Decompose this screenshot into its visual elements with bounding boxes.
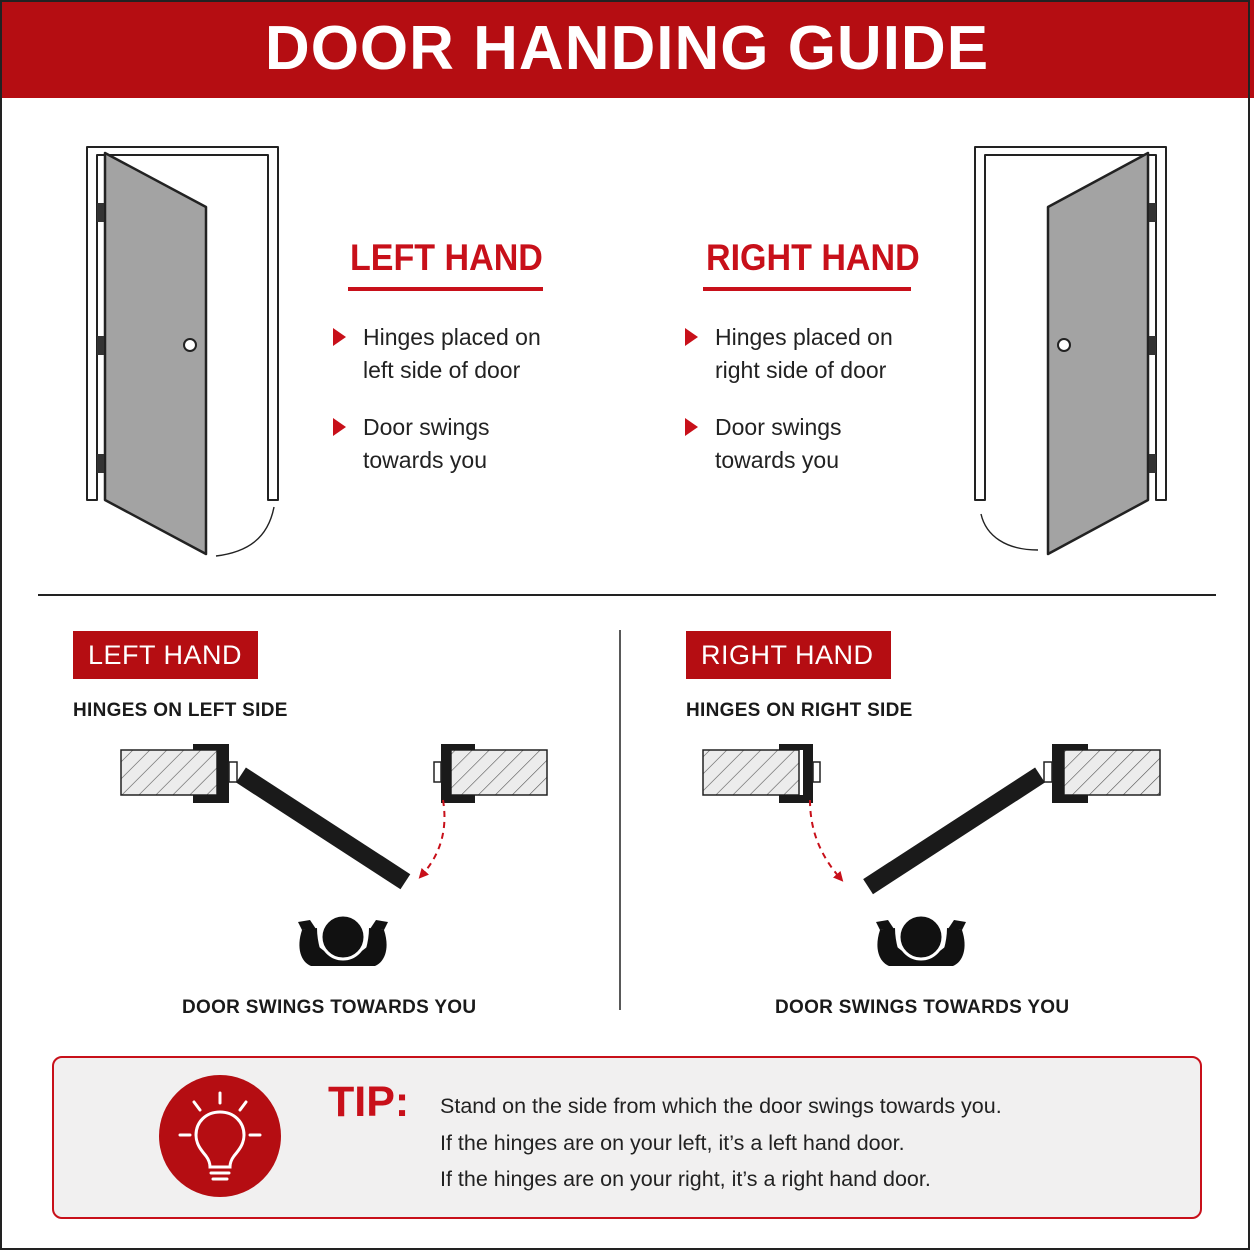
hinge-icon [1044,762,1052,782]
bullet-line: Hinges placed on [715,324,893,350]
hinge-icon [97,336,104,355]
left-hand-subhead: HINGES ON LEFT SIDE [73,700,288,721]
bullet-arrow-icon [333,418,346,436]
swing-arrow [810,800,840,878]
bullet-arrow-icon [685,328,698,346]
right-hand-bullet [715,321,893,387]
bullet-line: Hinges placed on [363,324,541,350]
bullet-arrow-icon [333,328,346,346]
tip-line: If the hinges are on your left, it’s a left hand door. [440,1131,905,1155]
left-hand-tag: LEFT HAND [73,631,258,679]
left-hand-door-illustration [87,147,278,556]
hinge-icon [97,454,104,473]
bullet-line: towards you [363,447,488,473]
page-title: DOOR HANDING GUIDE [264,14,990,83]
strike-icon [813,762,820,782]
door-panel [863,767,1045,894]
right-hand-door-illustration [975,147,1166,554]
left-hand-heading: LEFT HAND [350,237,543,278]
bullet-line: towards you [715,447,840,473]
left-hand-plan-diagram [121,744,547,966]
right-hand-heading: RIGHT HAND [706,237,920,278]
bullet-line: right side of door [715,357,887,383]
tip-label: TIP: [328,1078,410,1126]
person-icon [876,915,966,966]
left-hand-bullet [363,321,541,387]
tip-line: Stand on the side from which the door swings towards you. [440,1094,1002,1118]
hinge-icon [229,762,237,782]
left-hand-bullet [363,411,490,477]
door-knob-icon [1058,339,1070,351]
bullet-line: Door swings [715,414,842,440]
tip-line: If the hinges are on your right, it’s a right hand door. [440,1167,931,1191]
right-hand-underline [703,287,911,291]
left-hand-underline [348,287,543,291]
right-hand-tag: RIGHT HAND [686,631,891,679]
hinge-icon [1149,203,1156,222]
right-hand-bullet [715,411,842,477]
bullet-line: Door swings [363,414,490,440]
bullet-arrow-icon [685,418,698,436]
left-hand-caption: DOOR SWINGS TOWARDS YOU [182,997,477,1018]
right-hand-caption: DOOR SWINGS TOWARDS YOU [775,997,1070,1018]
hinge-icon [1149,454,1156,473]
right-hand-plan-diagram [703,744,1160,966]
hinge-icon [1149,336,1156,355]
strike-icon [434,762,441,782]
door-panel [236,767,410,889]
door-knob-icon [184,339,196,351]
swing-arrow [422,800,444,875]
right-hand-subhead: HINGES ON RIGHT SIDE [686,700,913,721]
hinge-icon [97,203,104,222]
bullet-line: left side of door [363,357,521,383]
person-icon [298,915,388,966]
